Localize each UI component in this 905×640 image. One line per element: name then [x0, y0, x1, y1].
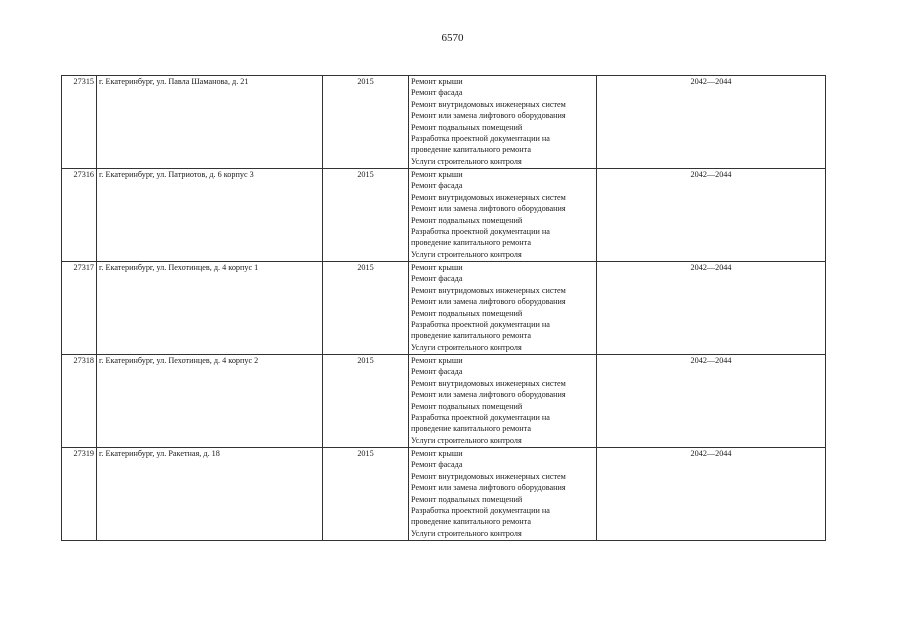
work-item: проведение капитального ремонта [411, 424, 531, 434]
row-period: 2042—2044 [597, 355, 826, 448]
work-item: Ремонт крыши [411, 449, 463, 458]
work-item: проведение капитального ремонта [411, 145, 531, 155]
row-id: 27318 [62, 355, 97, 448]
work-item: Ремонт внутридомовых инженерных систем [411, 378, 566, 388]
work-item: Разработка проектной документации на [411, 413, 550, 423]
work-item: Ремонт фасада [411, 88, 463, 98]
table-row [62, 262, 826, 355]
work-item: Ремонт фасада [411, 181, 463, 191]
work-item: Ремонт внутридомовых инженерных систем [411, 99, 566, 109]
work-item: Ремонт фасада [411, 367, 463, 377]
row-works [409, 76, 597, 169]
row-year: 2015 [323, 76, 409, 169]
row-year: 2015 [323, 355, 409, 448]
work-item: Ремонт внутридомовых инженерных систем [411, 192, 566, 202]
work-item: Ремонт крыши [411, 170, 463, 179]
row-year: 2015 [323, 262, 409, 355]
row-year: 2015 [323, 169, 409, 262]
work-item: Ремонт или замена лифтового оборудования [411, 483, 566, 493]
page-number: 6570 [441, 32, 464, 44]
work-item: Услуги строительного контроля [411, 342, 522, 352]
row-period: 2042—2044 [597, 76, 826, 169]
work-item: Ремонт или замена лифтового оборудования [411, 390, 566, 400]
table-row [62, 448, 826, 541]
work-item: Разработка проектной документации на [411, 227, 550, 237]
work-item: Разработка проектной документации на [411, 320, 550, 330]
row-address: г. Екатеринбург, ул. Патриотов, д. 6 корпус 3 [97, 169, 323, 262]
work-item: проведение капитального ремонта [411, 331, 531, 341]
row-id: 27319 [62, 448, 97, 541]
work-item: Ремонт или замена лифтового оборудования [411, 297, 566, 307]
work-item: Ремонт подвальных помещений [411, 122, 523, 132]
row-works [409, 169, 597, 262]
work-item: Услуги строительного контроля [411, 528, 522, 538]
work-item: Ремонт или замена лифтового оборудования [411, 204, 566, 214]
work-item: Разработка проектной документации на [411, 506, 550, 516]
work-item: Услуги строительного контроля [411, 156, 522, 166]
table-row [62, 355, 826, 448]
work-item: Ремонт или замена лифтового оборудования [411, 111, 566, 121]
work-item: Ремонт подвальных помещений [411, 401, 523, 411]
work-item: Ремонт подвальных помещений [411, 215, 523, 225]
work-item: Ремонт подвальных помещений [411, 308, 523, 318]
row-year: 2015 [323, 448, 409, 541]
work-item: Ремонт фасада [411, 274, 463, 284]
row-address: г. Екатеринбург, ул. Пехотинцев, д. 4 корпус 2 [97, 355, 323, 448]
row-works [409, 448, 597, 541]
row-works [409, 262, 597, 355]
table-row [62, 76, 826, 169]
row-id: 27316 [62, 169, 97, 262]
row-period: 2042—2044 [597, 169, 826, 262]
row-period: 2042—2044 [597, 448, 826, 541]
work-item: проведение капитального ремонта [411, 517, 531, 527]
work-item: проведение капитального ремонта [411, 238, 531, 248]
repair-schedule-table [61, 75, 826, 541]
work-item: Ремонт подвальных помещений [411, 494, 523, 504]
work-item: Услуги строительного контроля [411, 435, 522, 445]
work-item: Ремонт крыши [411, 77, 463, 86]
work-item: Ремонт фасада [411, 460, 463, 470]
work-item: Ремонт крыши [411, 263, 463, 272]
work-item: Ремонт крыши [411, 356, 463, 365]
table-row [62, 169, 826, 262]
work-item: Ремонт внутридомовых инженерных систем [411, 471, 566, 481]
row-address: г. Екатеринбург, ул. Павла Шаманова, д. 21 [97, 76, 323, 169]
row-id: 27315 [62, 76, 97, 169]
row-works [409, 355, 597, 448]
row-id: 27317 [62, 262, 97, 355]
row-address: г. Екатеринбург, ул. Пехотинцев, д. 4 корпус 1 [97, 262, 323, 355]
work-item: Услуги строительного контроля [411, 249, 522, 259]
work-item: Ремонт внутридомовых инженерных систем [411, 285, 566, 295]
row-period: 2042—2044 [597, 262, 826, 355]
row-address: г. Екатеринбург, ул. Ракетная, д. 18 [97, 448, 323, 541]
work-item: Разработка проектной документации на [411, 134, 550, 144]
